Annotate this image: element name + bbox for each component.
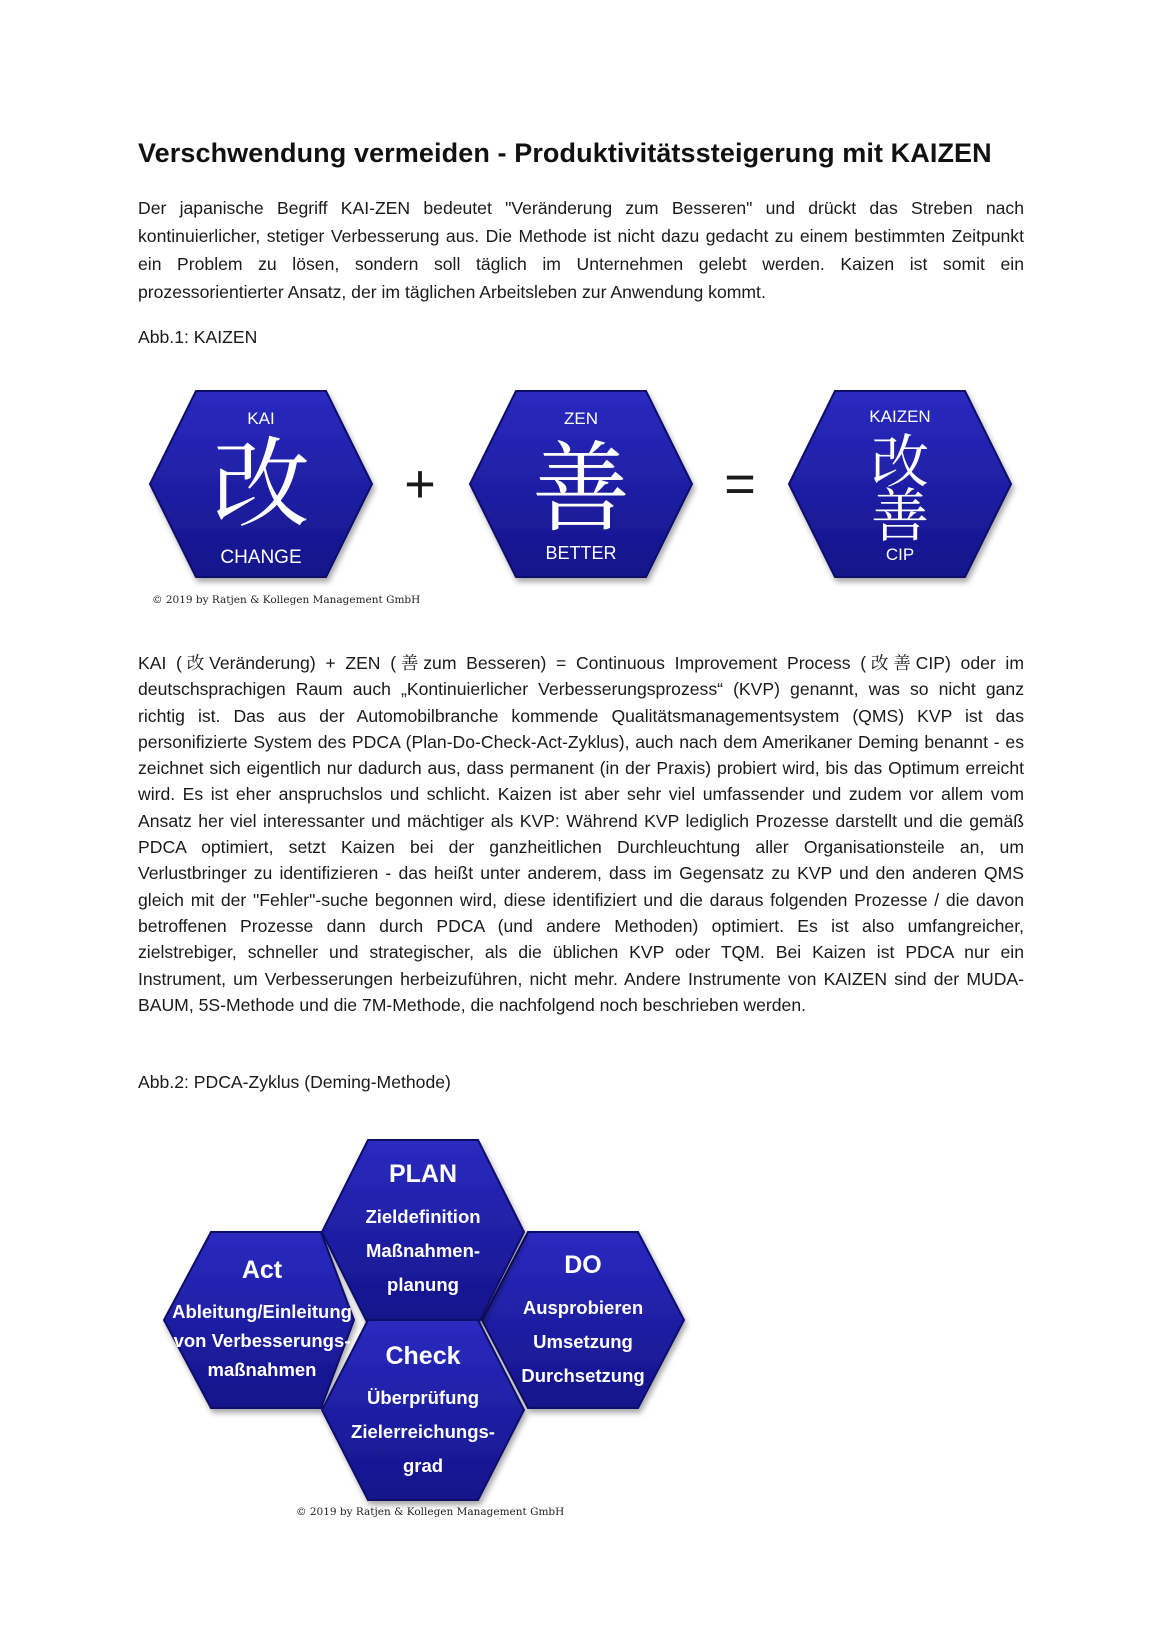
- do-line-2: Umsetzung: [533, 1331, 633, 1352]
- better-label: BETTER: [545, 543, 617, 563]
- do-line-1: Ausprobieren: [522, 1297, 644, 1318]
- body-paragraph: KAI (改Veränderung) + ZEN (善zum Besseren) = Continuous Improvement Process (改善CIP) oder im deutschsprachigen Raum auch „Kontinuierlicher Verbesserungsprozess“ (KVP) genannt, was so nicht ganz richtig ist. Das aus der Automobilbranche kommende Qualitätsmanagementsystem (QMS) KVP ist das personifizierte System des PDCA (Plan-Do-Check-Act-Zyklus), auch nach dem Amerikaner Deming benannt - es zeichnet sich eigentlich nur dadurch aus, dass permanent (in der Praxis) probiert wird, bis das Optimum erreicht wird. Es ist eher anspruchslos und schlicht. Kaizen ist aber sehr viel umfassender und zudem vor allem vom Ansatz her viel interessanter und mächtiger als KVP: Während KVP lediglich Prozesse darstellt und die gemäß PDCA optimiert, setzt Kaizen bei der ganzheitlichen Durchleuchtung aller Organisationsteile an, um Verlustbringer zu identifizieren - das heißt unter anderem, dass im Gegensatz zu KVP und den anderen QMS gleich mit der "Fehler"-suche begonnen wird, diese identifiziert und die daraus folgenden Prozesse / die davon betroffenen Prozesse dann durch PDCA (und andere Methoden) optimiert. Es ist also umfangreicher, zielstrebiger, schneller und strategischer, als die üblichen KVP oder TQM. Bei Kaizen ist PDCA nur ein Instrument, um Verbesserungen herbeizuführen, nicht mehr. Andere Instrumente von KAIZEN sind der MUDA-BAUM, 5S-Methode und die 7M-Methode, die nachfolgend noch beschrieben werden.: [138, 653, 1024, 1015]
- act-title: Act: [241, 1256, 283, 1284]
- do-hexagon: [482, 1232, 684, 1408]
- zen-hexagon: [470, 391, 692, 577]
- plus-sign: +: [404, 454, 436, 514]
- equals-sign: =: [724, 454, 756, 514]
- figure-2-copyright: © 2019 by Ratjen & Kollegen Management GmbH: [296, 1506, 565, 1518]
- figure-2-caption: Abb.2: PDCA-Zyklus (Deming-Methode): [138, 1072, 451, 1092]
- act-line-1: Ableitung/Einleitung: [172, 1301, 352, 1322]
- check-line-2: Zielerreichungs-: [351, 1421, 495, 1442]
- kaizen-label: KAIZEN: [869, 407, 931, 426]
- plan-line-2: Maßnahmen-: [365, 1240, 481, 1261]
- figure-1-caption: Abb.1: KAIZEN: [138, 327, 258, 347]
- kai-kanji: 改: [211, 428, 311, 542]
- plan-line-1: Zieldefinition: [365, 1206, 481, 1227]
- check-line-1: Überprüfung: [366, 1387, 480, 1408]
- zen-label: ZEN: [564, 409, 598, 428]
- figure-1-copyright: © 2019 by Ratjen & Kollegen Management GmbH: [152, 594, 421, 606]
- page-title: Verschwendung vermeiden - Produktivitätssteigerung mit KAIZEN: [138, 138, 992, 168]
- check-line-3: grad: [402, 1455, 444, 1476]
- kaizen-kanji-zen: 善: [870, 482, 930, 550]
- act-hexagon: [164, 1232, 354, 1408]
- kaizen-hexagon: [789, 391, 1011, 577]
- kaizen-figure: [150, 391, 1011, 577]
- do-title: DO: [564, 1251, 602, 1279]
- act-line-2: von Verbesserungs-: [173, 1330, 351, 1351]
- intro-paragraph: Der japanische Begriff KAI-ZEN bedeutet "Veränderung zum Besseren" und drückt das Streben nach kontinuierlicher, stetiger Verbesserung aus. Die Methode ist nicht dazu gedacht zu einem bestimmten Zeitpunkt ein Problem zu lösen, sondern soll täglich im Unternehmen gelebt werden. Kaizen ist somit ein prozessorientierter Ansatz, der im täglichen Arbeitsleben zur Anwendung kommt.: [138, 198, 1024, 302]
- plan-title: PLAN: [388, 1160, 458, 1188]
- kaizen-kanji-kai: 改: [870, 428, 930, 496]
- plan-line-3: planung: [387, 1274, 459, 1295]
- do-line-3: Durchsetzung: [521, 1365, 645, 1386]
- pdca-figure: [164, 1140, 684, 1500]
- act-line-3: maßnahmen: [207, 1359, 317, 1380]
- check-title: Check: [385, 1342, 461, 1370]
- kai-hexagon: [150, 391, 372, 577]
- zen-kanji: 善: [531, 432, 631, 546]
- kai-label: KAI: [247, 409, 275, 428]
- change-label: CHANGE: [220, 547, 302, 568]
- cip-label: CIP: [885, 545, 915, 564]
- check-hexagon: [322, 1320, 524, 1500]
